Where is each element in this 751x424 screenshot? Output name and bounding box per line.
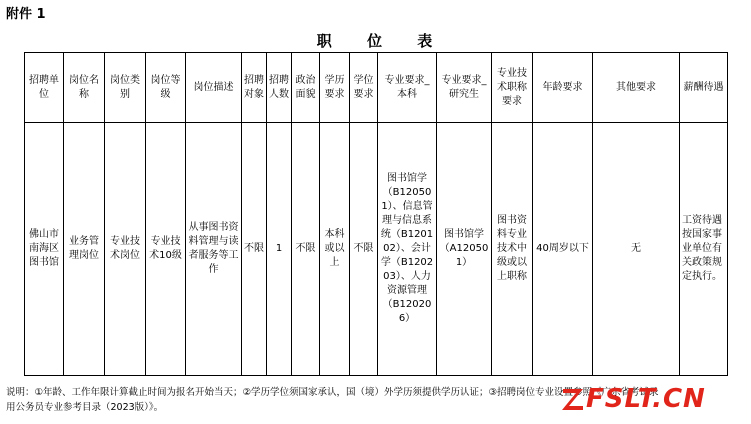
header-position-type: 岗位类别	[105, 53, 146, 123]
header-count: 招聘人数	[267, 53, 292, 123]
cell-position-name: 业务管理岗位	[64, 123, 105, 376]
title-char-2: 位	[366, 32, 384, 50]
header-major-undergrad: 专业要求_本科	[378, 53, 437, 123]
header-description: 岗位描述	[186, 53, 242, 123]
cell-major-grad: 图书馆学（A120501）	[437, 123, 492, 376]
cell-unit: 佛山市南海区图书馆	[25, 123, 64, 376]
watermark-logo: FSLT.CN	[586, 384, 706, 414]
header-position-name: 岗位名称	[64, 53, 105, 123]
header-education: 学历要求	[320, 53, 350, 123]
table-header-row	[25, 53, 728, 123]
cell-salary: 工资待遇按国家事业单位有关政策规定执行。	[680, 123, 728, 376]
cell-education: 本科或以上	[320, 123, 350, 376]
header-unit: 招聘单位	[25, 53, 64, 123]
header-salary: 薪酬待遇	[680, 53, 728, 123]
attachment-label: 附件 1	[6, 7, 46, 22]
header-position-grade: 岗位等级	[146, 53, 186, 123]
footnote: 说明：①年龄、工作年限计算截止时间为报名开始当天；②学历学位须国家承认，国（境）外学历须提供学历认证；③招聘岗位专业设置参照《广东省考试录用公务员专业参考目录（2023版）》。	[6, 387, 659, 413]
cell-position-type: 专业技术岗位	[105, 123, 146, 376]
cell-description: 从事图书资料管理与读者服务等工作	[186, 123, 242, 376]
page-title	[0, 30, 751, 51]
cell-political: 不限	[292, 123, 320, 376]
cell-age: 40周岁以下	[533, 123, 593, 376]
cell-other: 无	[593, 123, 680, 376]
cell-major-undergrad: 图书馆学（B120501）、信息管理与信息系统（B120102）、会计学（B120203）、人力资源管理（B120206）	[378, 123, 437, 376]
cell-position-grade: 专业技术10级	[146, 123, 186, 376]
title-char-1: 职	[316, 32, 334, 50]
cell-title-requirement: 图书资料专业技术中级或以上职称	[492, 123, 533, 376]
header-target: 招聘对象	[242, 53, 267, 123]
header-degree: 学位要求	[350, 53, 378, 123]
table-row	[25, 123, 728, 376]
header-title-requirement: 专业技术职称要求	[492, 53, 533, 123]
title-char-3: 表	[417, 32, 435, 50]
positions-table	[24, 52, 728, 376]
cell-target: 不限	[242, 123, 267, 376]
header-major-grad: 专业要求_研究生	[437, 53, 492, 123]
z-logo-icon	[560, 386, 586, 412]
header-other: 其他要求	[593, 53, 680, 123]
header-age: 年龄要求	[533, 53, 593, 123]
cell-count: 1	[267, 123, 292, 376]
header-political: 政治面貌	[292, 53, 320, 123]
cell-degree: 不限	[350, 123, 378, 376]
